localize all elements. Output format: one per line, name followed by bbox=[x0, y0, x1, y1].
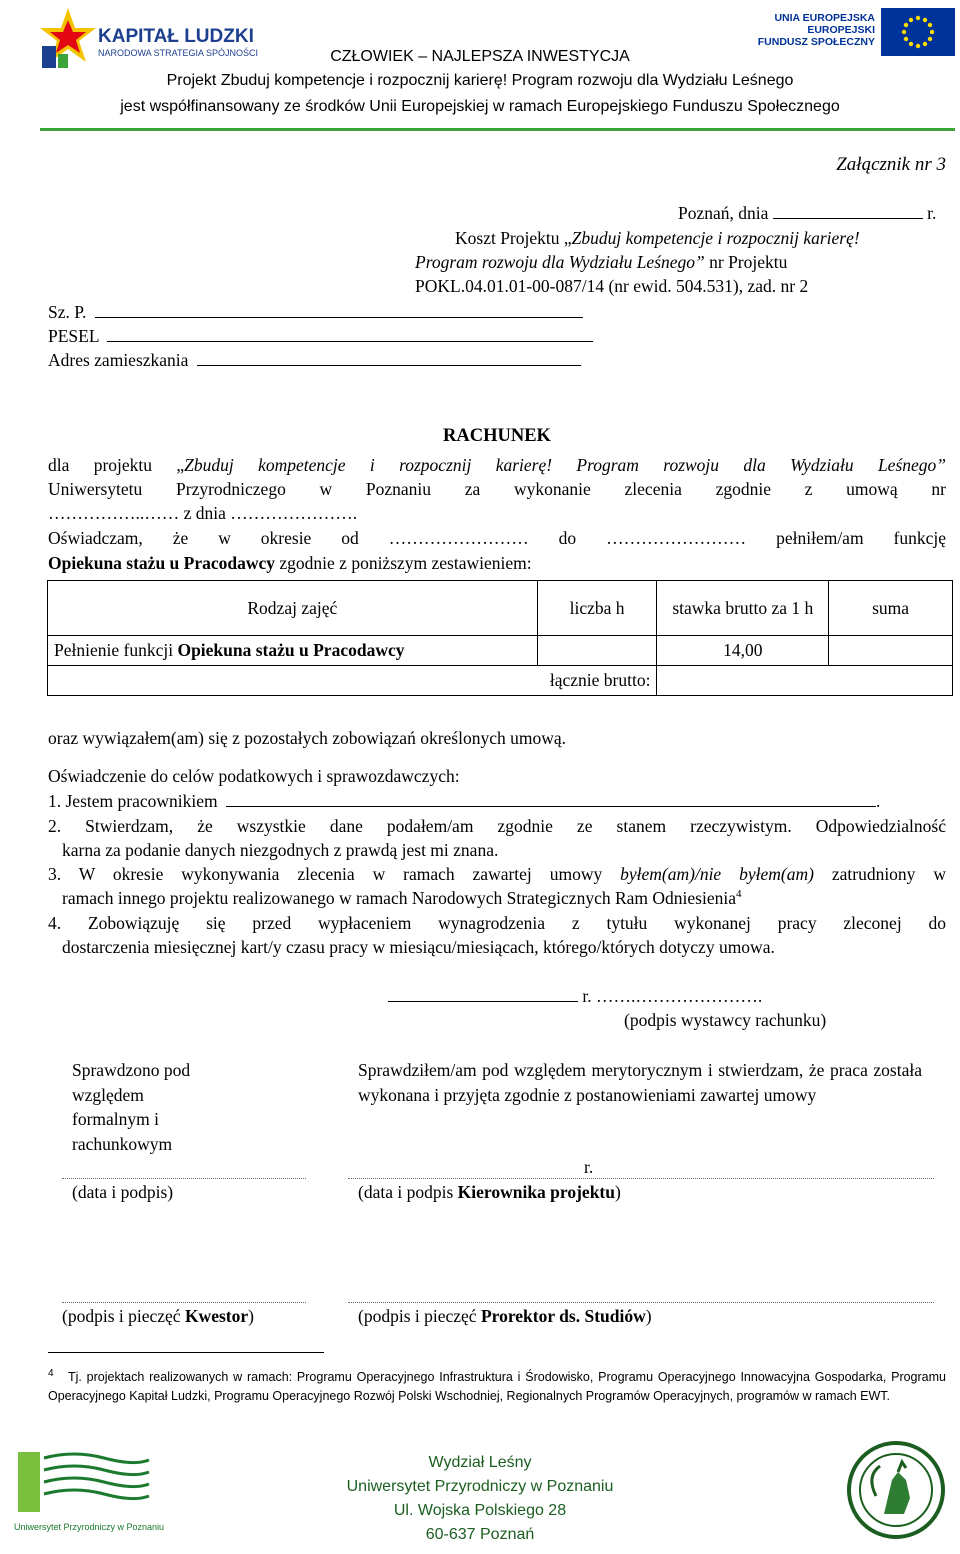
address-label: Adres zamieszkania bbox=[48, 350, 189, 370]
th-sum: suma bbox=[829, 581, 953, 636]
cost-line-1b: Zbuduj kompetencje i rozpocznij karierę! bbox=[571, 228, 860, 248]
th-hours: liczba h bbox=[537, 581, 657, 636]
seal-icon bbox=[846, 1436, 946, 1544]
item3-a3: zatrudniony w bbox=[813, 864, 946, 884]
faculty-seal bbox=[846, 1436, 946, 1544]
cost-line-1 bbox=[455, 228, 860, 249]
kwestor-b: Kwestor bbox=[184, 1306, 249, 1326]
date-field[interactable] bbox=[773, 218, 923, 219]
prorektor-sign-line[interactable] bbox=[348, 1302, 934, 1303]
name-field[interactable] bbox=[95, 317, 583, 318]
footer-line-1: Wydział Leśny bbox=[428, 1454, 532, 1471]
total-label: łącznie brutto: bbox=[48, 666, 657, 696]
name-row bbox=[48, 302, 583, 323]
name-label: Sz. P. bbox=[48, 302, 87, 322]
item3-a1: 3. W okresie wykonywania zlecenia w ramach zawartej umowy bbox=[48, 864, 621, 884]
place-date-suffix: r. bbox=[927, 203, 937, 223]
body-p3 bbox=[48, 553, 532, 574]
body-p2: Oświadczam, że w okresie od …………………… do …………………… pełniłem/am funkcję bbox=[48, 528, 946, 548]
kl-title: KAPITAŁ LUDZKI bbox=[98, 26, 254, 47]
annex-label: Załącznik nr 3 bbox=[836, 154, 946, 175]
body-p1-line2: Uniwersytetu Przyrodniczego w Poznaniu za wykonanie zlecenia zgodnie z umową nr bbox=[48, 479, 946, 499]
formal-check-l4: rachunkowym bbox=[72, 1133, 173, 1154]
table-row bbox=[48, 636, 953, 666]
row-type-bold: Opiekuna stażu u Pracodawcy bbox=[177, 640, 405, 660]
formal-check-l2: względem bbox=[72, 1084, 144, 1105]
address-row bbox=[48, 350, 581, 371]
cost-line-2b: nr Projektu bbox=[704, 252, 788, 272]
kl-subtitle: NARODOWA STRATEGIA SPÓJNOŚCI bbox=[98, 48, 259, 58]
footer-line-2: Uniwersytet Przyrodniczy w Poznaniu bbox=[346, 1478, 614, 1495]
declaration-item-1: 1. Jestem pracownikiem . bbox=[48, 791, 881, 811]
th-rate: stawka brutto za 1 h bbox=[657, 581, 829, 636]
pesel-field[interactable] bbox=[107, 341, 593, 342]
kwestor-sign-label bbox=[62, 1306, 254, 1327]
item3-a2: byłem(am)/nie byłem(am) bbox=[620, 864, 814, 884]
merit-check-text: Sprawdziłem/am pod względem merytorycznym i stwierdzam, że praca została wykonana i przyjęta zgodnie z postanowieniami zawartej umowy bbox=[358, 1060, 922, 1105]
document-title: RACHUNEK bbox=[443, 426, 551, 446]
cost-line-2 bbox=[415, 252, 787, 273]
table-total-row bbox=[48, 666, 953, 696]
body-p1b: Zbuduj kompetencje i rozpocznij karierę! Program rozwoju dla Wydziału Leśnego” bbox=[184, 455, 947, 475]
cost-line-2a: Program rozwoju dla Wydziału Leśnego” bbox=[415, 252, 705, 272]
cost-line-3: POKL.04.01.01-00-087/14 (nr ewid. 504.531), zad. nr 2 bbox=[415, 276, 809, 296]
declaration-heading: Oświadczenie do celów podatkowych i sprawozdawczych: bbox=[48, 766, 460, 786]
item1-label: 1. Jestem pracownikiem bbox=[48, 791, 218, 811]
table-header-row bbox=[48, 581, 953, 636]
address-field[interactable] bbox=[197, 365, 581, 366]
kwestor-a: (podpis i pieczęć bbox=[62, 1306, 185, 1326]
footer-line-4: 60-637 Poznań bbox=[425, 1526, 535, 1543]
merit-sign-b: Kierownika projektu bbox=[457, 1182, 615, 1202]
place-date-prefix: Poznań, dnia bbox=[678, 203, 769, 223]
declaration-item-3a bbox=[48, 864, 946, 885]
row-type-prefix: Pełnienie funkcji bbox=[54, 640, 178, 660]
kwestor-sign-line[interactable] bbox=[62, 1302, 306, 1303]
issuer-date: r. …….…………………. bbox=[582, 986, 763, 1006]
body-p3-bold: Opiekuna stażu u Pracodawcy bbox=[48, 553, 276, 573]
body-p1-line3: ……………..…… z dnia …………………. bbox=[48, 503, 358, 523]
after-table-text: oraz wywiązałem(am) się z pozostałych zobowiązań określonych umową. bbox=[48, 728, 566, 748]
issuer-sign-label: (podpis wystawcy rachunku) bbox=[624, 1010, 827, 1030]
header-line-2: Projekt Zbuduj kompetencje i rozpocznij karierę! Program rozwoju dla Wydziału Leśnego bbox=[166, 72, 794, 89]
issuer-sign-row bbox=[388, 986, 762, 1007]
total-value[interactable] bbox=[657, 666, 953, 696]
footnote-mark: 4 bbox=[48, 1368, 54, 1379]
eu-line1: UNIA EUROPEJSKA bbox=[774, 12, 875, 24]
footer-line-3: Ul. Wojska Polskiego 28 bbox=[393, 1502, 567, 1519]
merit-r: r. bbox=[584, 1157, 594, 1177]
merit-sign-line[interactable] bbox=[348, 1178, 934, 1179]
row-sum[interactable] bbox=[829, 636, 953, 666]
footnote-text: Tj. projektach realizowanych w ramach: Programu Operacyjnego Infrastruktura i Środowisko, Programu Operacyjnego Innowacyjna Gospodarka, Programu Operacyjnego Kapitał Ludzki, Programu Operacyjnego Rozwój Polski Wschodniej, Regionalnych Programów Operacyjnych, programów w ramach EWT. bbox=[48, 1370, 946, 1404]
up-logo-text: Uniwersytet Przyrodniczy w Poznaniu bbox=[14, 1522, 165, 1532]
item3-sup: 4 bbox=[735, 888, 742, 901]
declaration-item-4a: 4. Zobowiązuję się przed wypłaceniem wynagrodzenia z tytułu wykonanej pracy zleconej do bbox=[48, 913, 946, 933]
place-date bbox=[678, 203, 936, 224]
declaration-item-4b: dostarczenia miesięcznej kart/y czasu pracy w miesiącu/miesiącach, którego/których dotyczy umowa. bbox=[62, 937, 775, 957]
th-type: Rodzaj zajęć bbox=[48, 581, 538, 636]
pesel-row bbox=[48, 326, 593, 347]
declaration-item-3b bbox=[62, 888, 741, 909]
pesel-label: PESEL bbox=[48, 326, 99, 346]
prorektor-a: (podpis i pieczęć bbox=[358, 1306, 481, 1326]
prorektor-sign-label bbox=[358, 1306, 652, 1327]
merit-sign-label bbox=[358, 1182, 621, 1203]
merit-sign-c: ) bbox=[615, 1182, 621, 1202]
body-p3-rest: zgodnie z poniższym zestawieniem: bbox=[275, 553, 532, 573]
employer-field[interactable] bbox=[226, 806, 876, 807]
merit-sign-a: (data i podpis bbox=[358, 1182, 458, 1202]
body-p1-line1 bbox=[48, 455, 946, 476]
body-p1a: dla projektu „ bbox=[48, 455, 185, 475]
row-type bbox=[48, 636, 538, 666]
row-rate: 14,00 bbox=[657, 636, 829, 666]
header-line-3: jest współfinansowany ze środków Unii Europejskiej w ramach Europejskiego Funduszu Społecznego bbox=[120, 98, 840, 115]
billing-table bbox=[47, 580, 953, 696]
row-hours[interactable] bbox=[537, 636, 657, 666]
footnote bbox=[48, 1364, 946, 1406]
prorektor-b: Prorektor ds. Studiów bbox=[480, 1306, 646, 1326]
header-line-1: CZŁOWIEK – NAJLEPSZA INWESTYCJA bbox=[330, 48, 630, 65]
formal-check-l1: Sprawdzono pod bbox=[72, 1060, 191, 1080]
declaration-item-2a: 2. Stwierdzam, że wszystkie dane podałem/am zgodnie ze stanem rzeczywistym. Odpowiedzialność bbox=[48, 816, 946, 836]
formal-sign-line[interactable] bbox=[62, 1178, 306, 1179]
formal-check-l3: formalnym i bbox=[72, 1109, 159, 1129]
declaration-item-2b: karna za podanie danych niezgodnych z prawdą jest mi znana. bbox=[62, 840, 499, 860]
formal-check-text bbox=[72, 1058, 190, 1156]
eu-line2: EUROPEJSKI bbox=[807, 24, 875, 36]
cost-line-1a: Koszt Projektu „ bbox=[455, 228, 572, 248]
kwestor-c: ) bbox=[248, 1306, 254, 1326]
header-divider bbox=[40, 128, 955, 131]
formal-sign-label: (data i podpis) bbox=[72, 1182, 174, 1202]
footnote-separator bbox=[48, 1352, 324, 1353]
item3-b: ramach innego projektu realizowanego w ramach Narodowych Strategicznych Ram Odniesienia bbox=[62, 888, 736, 908]
eu-line3: FUNDUSZ SPOŁECZNY bbox=[757, 36, 875, 48]
issuer-sign-field[interactable] bbox=[388, 1001, 578, 1002]
prorektor-c: ) bbox=[645, 1306, 652, 1326]
